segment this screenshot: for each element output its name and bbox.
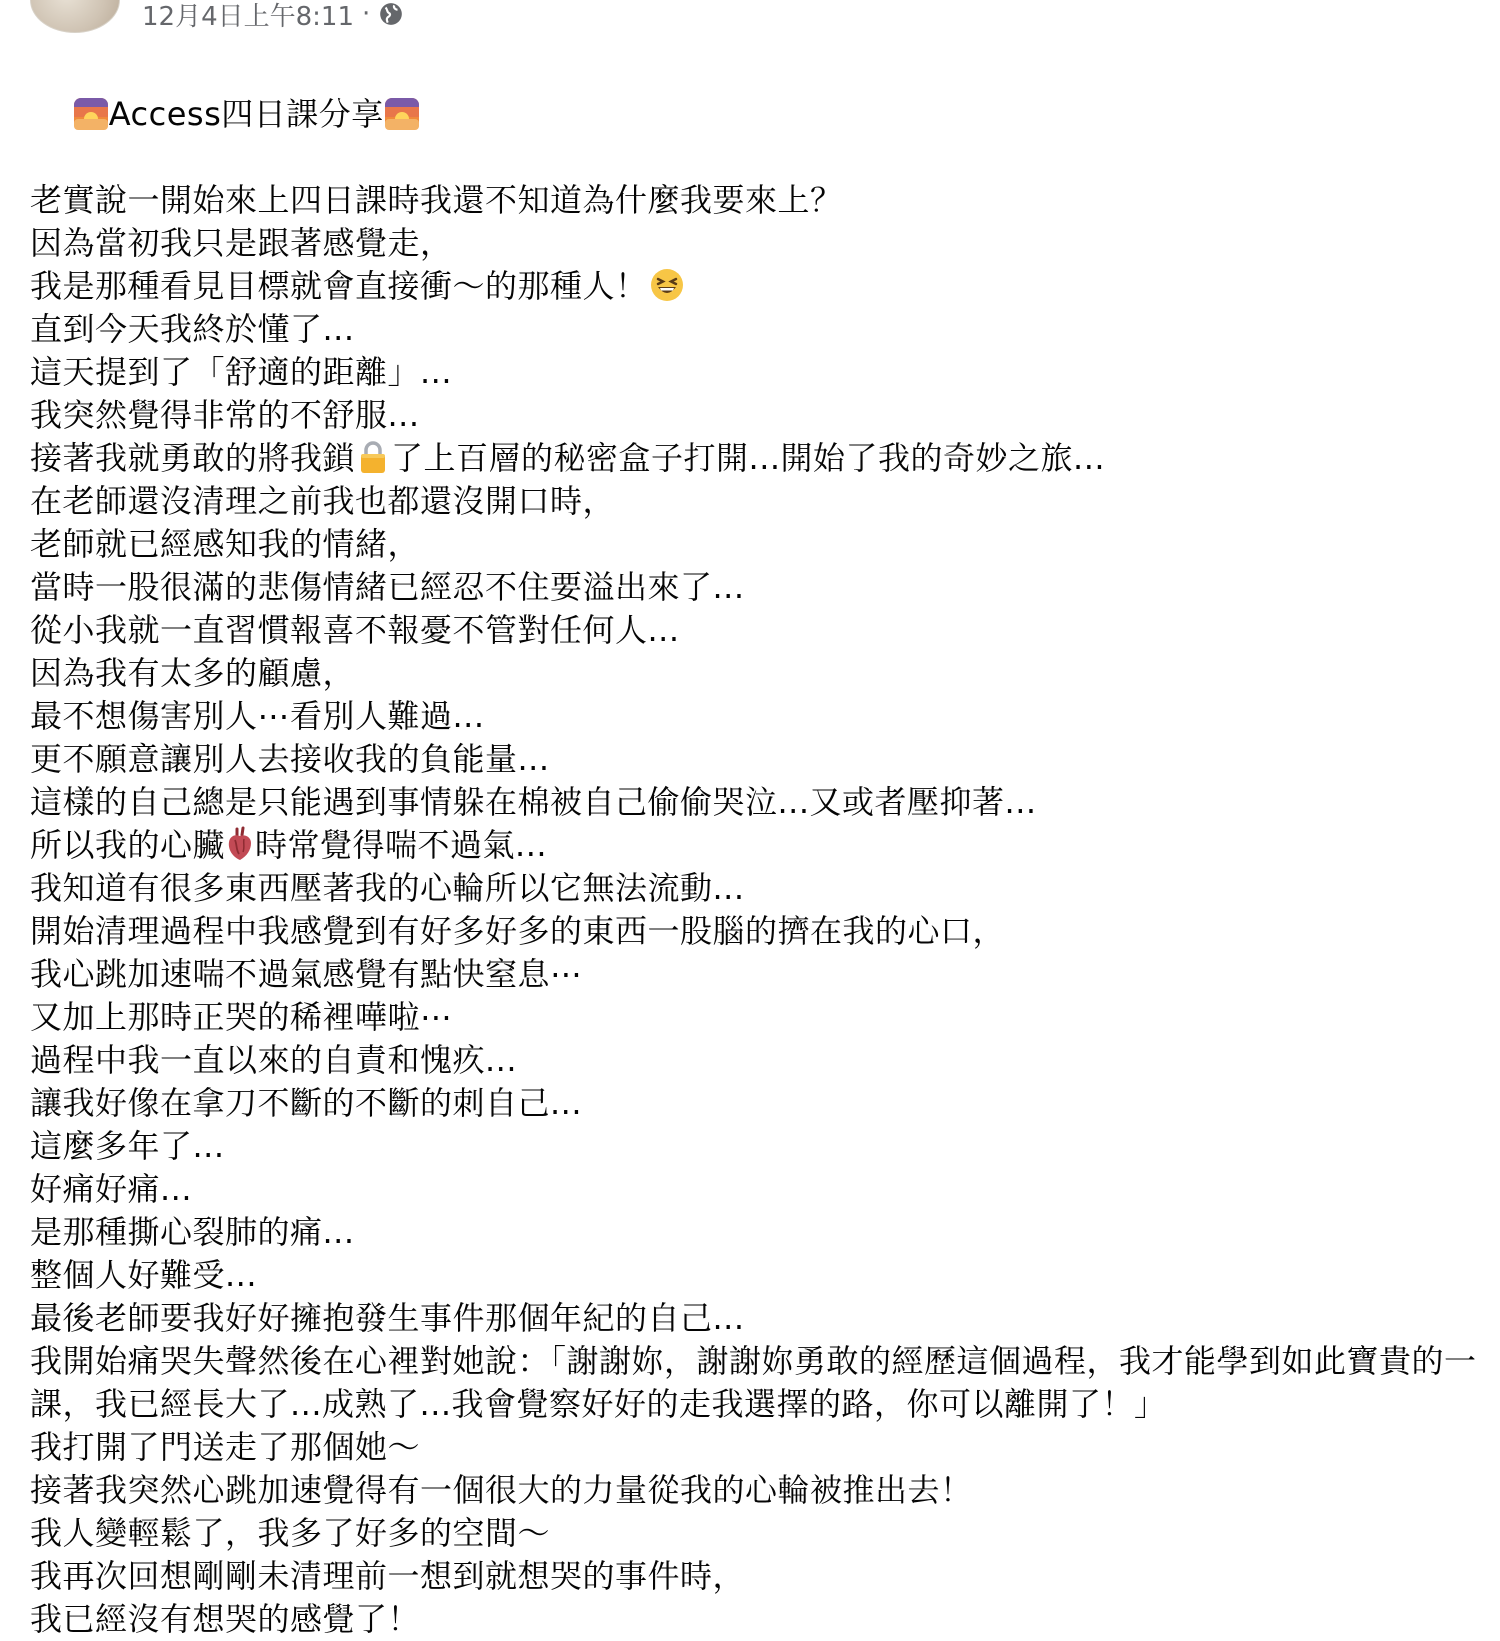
post-line: 直到今天我終於懂了... (30, 310, 355, 348)
post-line: 我知道有很多東西壓著我的心輪所以它無法流動... (30, 869, 745, 907)
post-line: 我人變輕鬆了，我多了好多的空間～ (30, 1514, 551, 1552)
post-body (30, 50, 1480, 1641)
post-line: 我開始痛哭失聲然後在心裡對她說：「謝謝妳，謝謝妳勇敢的經歷這個過程，我才能學到如此寶貴的一課，我已經長大了...成熟了...我會覺察好好的走我選擇的路，你可以離開了！」 (30, 1342, 1477, 1423)
globe-icon (378, 1, 404, 27)
grinning-squinting-face-icon (648, 267, 686, 303)
post-line: 老實說一開始來上四日課時我還不知道為什麼我要來上？ (30, 181, 843, 219)
post-timestamp[interactable]: 12月4日上午8:11 (142, 1, 355, 32)
post-line: 接著我突然心跳加速覺得有一個很大的力量從我的心輪被推出去！ (30, 1471, 973, 1509)
anatomical-heart-icon (225, 826, 255, 862)
post-line: 在老師還沒清理之前我也都還沒開口時， (30, 482, 616, 520)
post-line: 我已經沒有想哭的感覺了！ (30, 1600, 421, 1638)
post-line: 我打開了門送走了那個她～ (30, 1428, 421, 1466)
post-line: 是那種撕心裂肺的痛... (30, 1213, 355, 1251)
post-title: Access四日課分享 (108, 95, 384, 133)
post-line: 最不想傷害別人⋯看別人難過... (30, 697, 485, 735)
post-line (30, 824, 1480, 867)
post-line: 這樣的自己總是只能遇到事情躲在棉被自己偷偷哭泣...又或者壓抑著... (30, 783, 1037, 821)
post-line: 最後老師要我好好擁抱發生事件那個年紀的自己... (30, 1299, 745, 1337)
post-line-text: 接著我就勇敢的將我鎖 (30, 439, 356, 477)
avatar[interactable] (30, 0, 120, 33)
post-header (30, 0, 404, 32)
post-line: 開始清理過程中我感覺到有好多好多的東西一股腦的擠在我的心口， (30, 912, 1006, 950)
post-line: 從小我就一直習慣報喜不報憂不管對任何人... (30, 611, 680, 649)
sunrise-icon (73, 97, 109, 131)
post-line: 整個人好難受... (30, 1256, 258, 1294)
post-line: 當時一股很滿的悲傷情緒已經忍不住要溢出來了... (30, 568, 745, 606)
post-line (30, 265, 1480, 308)
post-line (30, 437, 1480, 480)
post-line: 這麼多年了... (30, 1127, 225, 1165)
post-line-text: 我是那種看見目標就會直接衝～的那種人！ (30, 267, 648, 305)
sunrise-icon (384, 97, 420, 131)
post-line: 好痛好痛... (30, 1170, 193, 1208)
post-line-text: 所以我的心臟 (30, 826, 226, 864)
post-line: 更不願意讓別人去接收我的負能量... (30, 740, 550, 778)
meta-separator: · (362, 0, 371, 29)
post-title-line (30, 50, 1480, 179)
post-line-text: 了上百層的秘密盒子打開...開始了我的奇妙之旅... (391, 439, 1106, 477)
post-line: 因為當初我只是跟著感覺走， (30, 224, 453, 262)
lock-icon (355, 439, 391, 475)
post-line-text: 時常覺得喘不過氣... (255, 826, 548, 864)
post-meta (142, 0, 404, 33)
post-line: 因為我有太多的顧慮， (30, 654, 356, 692)
post-line: 我再次回想剛剛未清理前一想到就想哭的事件時， (30, 1557, 746, 1595)
post-line: 過程中我一直以來的自責和愧疚... (30, 1041, 518, 1079)
post-line: 老師就已經感知我的情緒， (30, 525, 421, 563)
post-line: 這天提到了「舒適的距離」... (30, 353, 453, 391)
post-line: 又加上那時正哭的稀裡嘩啦⋯ (30, 998, 453, 1036)
post-line: 我心跳加速喘不過氣感覺有點快窒息⋯ (30, 955, 583, 993)
post-line: 我突然覺得非常的不舒服... (30, 396, 420, 434)
post-line: 讓我好像在拿刀不斷的不斷的刺自己... (30, 1084, 583, 1122)
